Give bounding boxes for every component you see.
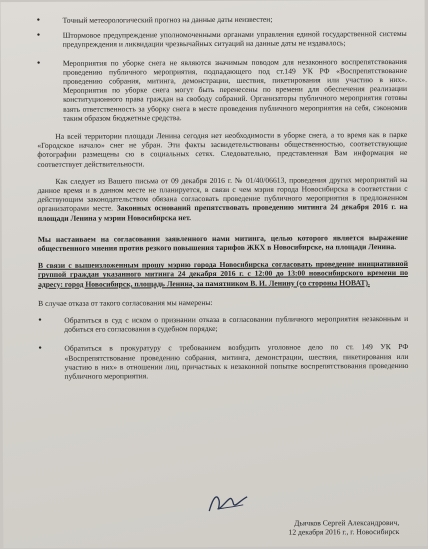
handwritten-signature bbox=[203, 487, 253, 517]
snow-paragraph: На всей территории площади Ленина сегодня нет необходимости в уборке снега, а то время как в парке «Городское начало» снег не убран. Эти факты засвидетельствованы общественностью, соответствующие фотографии размещены сю в социальных сетях. Следовательно, представленная Вам информация не соответствует действительности. bbox=[37, 130, 408, 169]
insist-paragraph: Мы настаиваем на согласовании заявленного нами митинга, целью которого является выражение общественного мнения против резкого повышения тарифов ЖКХ в Новосибирске, на площади Ленина. bbox=[37, 232, 408, 253]
letter-text: Как следует из Вашего письма от 09 декабря 2016 г. № 01/40/06613, проведения других мероприятий на данное время и в данном месте не планируется, в связи с чем мэрия города Новосибирска в соответствии с действующим законодательством обязана согласовать проведение публичного мероприятия в предложенном организаторами месте. bbox=[37, 174, 408, 214]
list-item: • Обратиться в суд с иском о признании отказа в согласовании публичного мероприятия незаконным и добиться его согласования в судебном порядке; bbox=[38, 314, 408, 334]
signature-block bbox=[199, 518, 399, 537]
list-item: • Штормовое предупреждение уполномоченными органами управления единой государственной системы предупреждения и ликвидации чрезвычайных ситуаций на данные даты не издавалось; bbox=[37, 29, 407, 49]
signer-name: Дьячков Сергей Александрович, bbox=[294, 518, 400, 528]
signature-date: 12 декабря 2016 г., г. Новосибирск bbox=[288, 527, 400, 537]
case-paragraph: В случае отказа от такого согласования мы намерены: bbox=[38, 297, 213, 308]
concerns-list bbox=[37, 14, 408, 123]
request-paragraph: В связи с вышеизложенным прошу мэрию города Новосибирска согласовать проведение инициативной группой граждан указанного митинга 24 декабря 2016 г. с 12:00 до 13:00 новосибирского времени по адресу: город Новосибирск, площадь Ленина, за памятником В. И. Ленину (со стороны НОВАТ). bbox=[37, 259, 409, 289]
list-item: • Мероприятия по уборке снега не являются значимым поводом для незаконного воспрепятствования проведению публичного мероприятия, подпадающего под ст.149 УК РФ «Воспрепятствование проведению собрания, митинга, демонстрации, шествия, пикетирования или участию в них». Мероприятия по уборке снега могут быть перенесены по времени для обеспечения реализации конституционного права граждан на свободу собраний. Организаторы публичного мероприятия готовы взять ответственность за уборку снега в месте проведения публичного мероприятия на себя, сэкономив таким образом бюджетные средства. bbox=[37, 57, 407, 123]
letter-paragraph bbox=[37, 175, 407, 223]
intentions-list bbox=[38, 314, 408, 381]
list-item: • Точный метеорологический прогноз на данные даты неизвестен; bbox=[37, 14, 407, 25]
document-page bbox=[1, 0, 428, 548]
list-item: • Обратиться в прокуратуру с требованием возбудить уголовное дело по ст. 149 УК РФ «Воспрепятствование проведению собрания, митинга, демонстрации, шествия, пикетирования или участию в них» в отношении лиц, причастных к незаконной попытке воспрепятствования проведению публичного мероприятия. bbox=[38, 342, 408, 381]
letter-conclusion: Законных оснований препятствовать проведению митинга 24 декабря 2016 г. на площади Ленина у мэрии Новосибирска нет. bbox=[37, 202, 408, 223]
